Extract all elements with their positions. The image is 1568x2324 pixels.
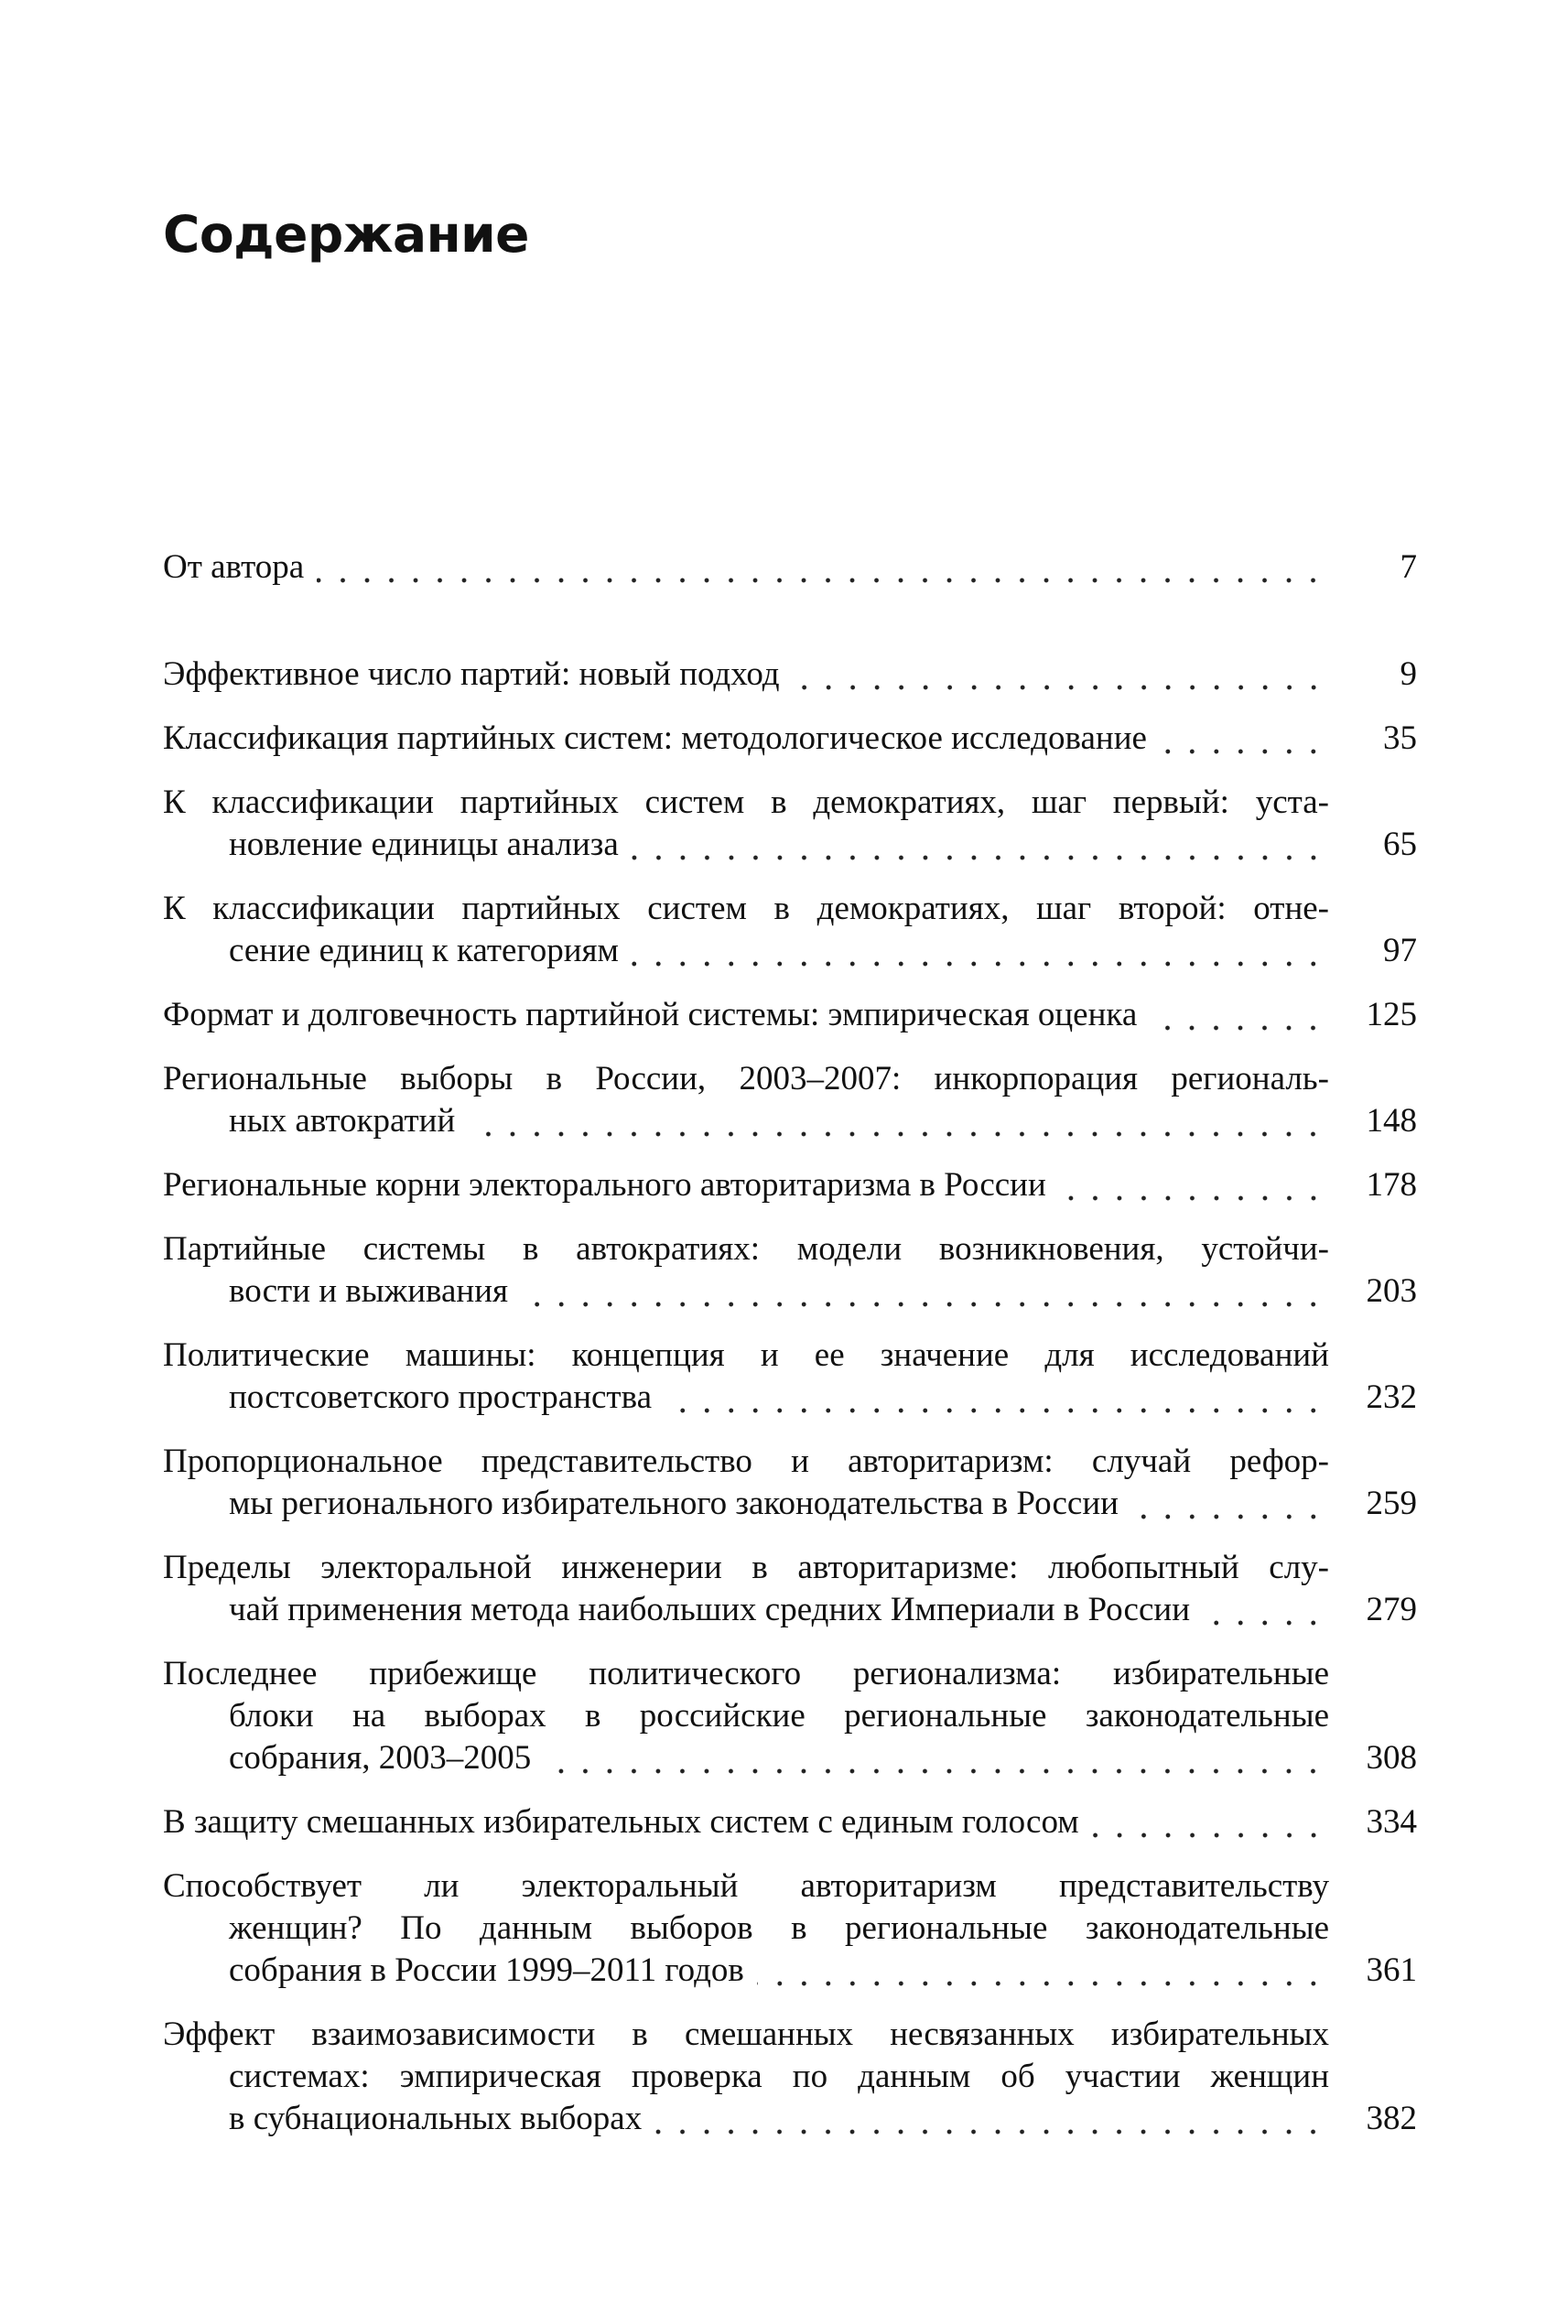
toc-entry-title-line: новление единицы анализа bbox=[229, 826, 619, 863]
toc-entry-title-line: Эффект взаимозависимости в смешанных несвязанных избирательных bbox=[163, 2016, 1329, 2053]
toc-entry-title-line: блоки на выборах в российские региональные законодательные bbox=[229, 1697, 1329, 1735]
toc-page-number: 259 bbox=[1366, 1485, 1417, 1522]
toc-entry[interactable] bbox=[163, 1335, 1417, 1419]
toc-entry-title-line: Партийные системы в автократиях: модели возникновения, устойчи- bbox=[163, 1230, 1329, 1268]
dot-leader bbox=[468, 1100, 1325, 1142]
toc-entry-title-line: Политические машины: концепция и ее значение для исследований bbox=[163, 1336, 1329, 1374]
toc-page-number: 125 bbox=[1366, 996, 1417, 1033]
toc-entry-title-line: собрания, 2003–2005 bbox=[229, 1739, 532, 1777]
toc-entry[interactable] bbox=[163, 1228, 1417, 1313]
toc-entry-title-line: Пропорциональное представительство и авторитаризм: случай рефор- bbox=[163, 1443, 1329, 1480]
toc-page-number: 35 bbox=[1383, 719, 1417, 757]
toc-entry-title-line: В защиту смешанных избирательных систем с единым голосом bbox=[163, 1803, 1079, 1841]
toc-entry[interactable] bbox=[163, 782, 1417, 866]
toc-entry-title-line: Региональные выборы в России, 2003–2007: инкорпорация региональ- bbox=[163, 1060, 1329, 1097]
dot-leader bbox=[1150, 994, 1325, 1036]
toc-entry-title-line: мы регионального избирательного законодательства в России bbox=[229, 1485, 1119, 1522]
toc-entry[interactable] bbox=[163, 1547, 1417, 1631]
toc-entry-title-line: Региональные корни электорального авторитаризма в России bbox=[163, 1166, 1046, 1204]
dot-leader bbox=[665, 1377, 1325, 1419]
dot-leader bbox=[632, 824, 1325, 866]
dot-leader bbox=[1160, 718, 1325, 760]
dot-leader bbox=[1092, 1801, 1325, 1843]
dot-leader bbox=[757, 1950, 1325, 1992]
toc-entry-title-line: К классификации партийных систем в демократиях, шаг первый: уста- bbox=[163, 784, 1329, 821]
toc-entry-title-line: ных автократий bbox=[229, 1102, 456, 1140]
toc-entry[interactable] bbox=[163, 2014, 1417, 2140]
toc-entry[interactable] bbox=[163, 1058, 1417, 1142]
toc-entry-title-line: Классификация партийных систем: методологическое исследование bbox=[163, 719, 1147, 757]
toc-page-number: 178 bbox=[1366, 1166, 1417, 1204]
dot-leader bbox=[1203, 1589, 1325, 1631]
toc-entry[interactable] bbox=[163, 1801, 1417, 1843]
page-title: Содержание bbox=[163, 205, 529, 264]
table-of-contents bbox=[163, 546, 1417, 2162]
toc-entry-title-line: Формат и долговечность партийной системы: эмпирическая оценка bbox=[163, 996, 1138, 1033]
toc-entry-title-line: сение единиц к категориям bbox=[229, 932, 619, 969]
toc-entry-title-line: Пределы электоральной инженерии в авторитаризме: любопытный слу- bbox=[163, 1549, 1329, 1586]
dot-leader bbox=[632, 930, 1325, 972]
toc-entry[interactable] bbox=[163, 1653, 1417, 1779]
toc-entry[interactable] bbox=[163, 1441, 1417, 1525]
toc-entry-title-line: Способствует ли электоральный авторитаризм представительству bbox=[163, 1867, 1329, 1905]
toc-entry-title-line: чай применения метода наибольших средних Империали в России bbox=[229, 1591, 1191, 1628]
toc-entry-title-line: женщин? По данным выборов в региональные законодательные bbox=[229, 1909, 1329, 1947]
toc-entry-title-line: вости и выживания bbox=[229, 1272, 509, 1310]
toc-page-number: 148 bbox=[1366, 1102, 1417, 1140]
toc-entry[interactable] bbox=[163, 994, 1417, 1036]
toc-page-number: 382 bbox=[1366, 2100, 1417, 2137]
toc-page-number: 65 bbox=[1383, 826, 1417, 863]
toc-entry-title-line: системах: эмпирическая проверка по данным об участии женщин bbox=[229, 2058, 1329, 2095]
dot-leader bbox=[1131, 1483, 1325, 1525]
toc-entry[interactable] bbox=[163, 546, 1417, 589]
toc-page-number: 361 bbox=[1366, 1951, 1417, 1989]
toc-entry[interactable] bbox=[163, 654, 1417, 696]
toc-entry[interactable] bbox=[163, 718, 1417, 760]
toc-page-number: 279 bbox=[1366, 1591, 1417, 1628]
dot-leader bbox=[654, 2098, 1325, 2140]
dot-leader bbox=[1059, 1164, 1325, 1206]
toc-page-number: 203 bbox=[1366, 1272, 1417, 1310]
toc-page-number: 9 bbox=[1400, 655, 1417, 693]
toc-page-number: 7 bbox=[1400, 548, 1417, 586]
toc-entry-title-line: От автора bbox=[163, 548, 305, 586]
toc-entry[interactable] bbox=[163, 1164, 1417, 1206]
toc-entry[interactable] bbox=[163, 1865, 1417, 1992]
dot-leader bbox=[544, 1737, 1325, 1779]
toc-entry-title-line: в субнациональных выборах bbox=[229, 2100, 643, 2137]
dot-leader bbox=[521, 1270, 1325, 1313]
toc-entry-title-line: собрания в России 1999–2011 годов bbox=[229, 1951, 744, 1989]
toc-page-number: 334 bbox=[1366, 1803, 1417, 1841]
dot-leader bbox=[793, 654, 1325, 696]
dot-leader bbox=[317, 546, 1325, 589]
toc-entry-title-line: Эффективное число партий: новый подход bbox=[163, 655, 780, 693]
toc-entry-title-line: К классификации партийных систем в демократиях, шаг второй: отне- bbox=[163, 890, 1329, 927]
toc-entry-title-line: Последнее прибежище политического регионализма: избирательные bbox=[163, 1655, 1329, 1692]
toc-page-number: 97 bbox=[1383, 932, 1417, 969]
toc-page-number: 232 bbox=[1366, 1378, 1417, 1416]
toc-page-number: 308 bbox=[1366, 1739, 1417, 1777]
toc-entry-title-line: постсоветского пространства bbox=[229, 1378, 652, 1416]
toc-entry[interactable] bbox=[163, 888, 1417, 972]
